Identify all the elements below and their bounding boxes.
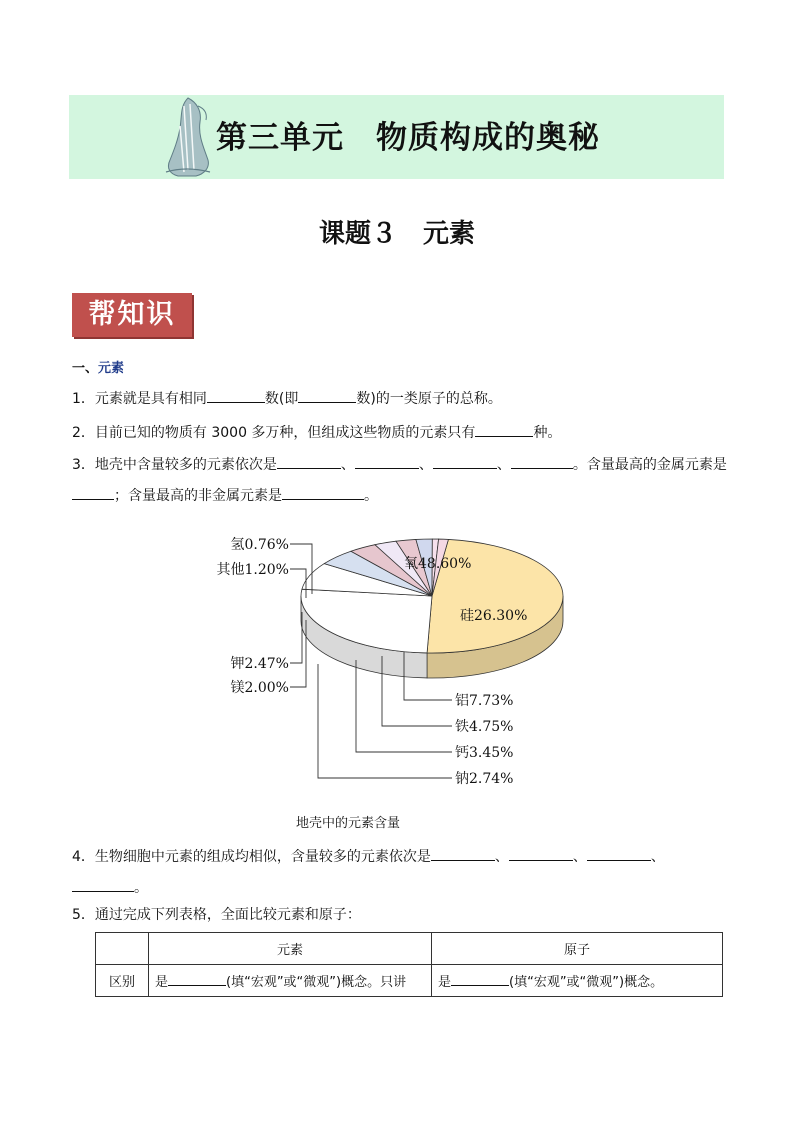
table-row (96, 965, 723, 997)
question-4-cont (72, 876, 148, 898)
pie-label-calcium: 钙3.45% (455, 745, 514, 761)
q3-text-b: 。含量最高的金属元素是 (572, 457, 727, 473)
cell-text: (填“宏观”或“微观”)概念。只讲 (226, 975, 407, 990)
blank[interactable] (509, 845, 573, 861)
leader-line-potassium (290, 612, 302, 663)
pie-label-aluminium: 铝7.73% (455, 693, 514, 709)
cell-text: (填“宏观”或“微观”)概念。 (509, 975, 664, 990)
q1-text-b: 数(即 (264, 391, 299, 407)
blank[interactable] (451, 972, 509, 986)
pie-label-magnesium: 镁2.00% (230, 680, 289, 696)
section-heading-prefix: 一、 (72, 361, 99, 376)
separator: 、 (418, 457, 433, 473)
q4-text-end: 。 (134, 880, 148, 896)
chart-caption: 地壳中的元素含量 (296, 816, 401, 831)
table-row-label: 区别 (96, 965, 149, 997)
q3-text-c: ；含量最高的非金属元素是 (114, 488, 282, 504)
pie-label-oxygen: 氧48.60% (404, 556, 472, 572)
q1-text-a: 1．元素就是具有相同 (72, 391, 207, 407)
blank[interactable] (431, 845, 495, 861)
cell-text: 是 (155, 975, 169, 990)
table-row (96, 933, 723, 965)
comparison-table (95, 932, 723, 997)
q4-text-a: 4．生物细胞中元素的组成均相似，含量较多的元素依次是 (72, 849, 431, 865)
q2-text-b: 种。 (533, 425, 562, 441)
q3-text-d: 。 (364, 488, 378, 504)
question-4 (72, 845, 665, 867)
separator: 、 (494, 849, 509, 865)
table-header-atom: 原子 (432, 933, 723, 965)
section-tag-label: 帮知识 (88, 299, 176, 330)
pie-label-potassium: 钾2.47% (230, 656, 289, 672)
q3-text-a: 3．地壳中含量较多的元素依次是 (72, 457, 277, 473)
leader-line-sodium (318, 664, 452, 778)
table-cell (96, 933, 149, 965)
section-heading-highlight: 元素 (98, 361, 125, 376)
question-5: 5．通过完成下列表格，全面比较元素和原子： (72, 907, 361, 923)
pie-label-hydrogen: 氢0.76% (230, 537, 289, 553)
blank[interactable] (587, 845, 651, 861)
cell-text: 是 (438, 975, 452, 990)
table-cell (149, 965, 432, 997)
separator: 、 (572, 849, 587, 865)
pie-label-iron: 铁4.75% (455, 719, 514, 735)
separator: 、 (496, 457, 511, 473)
blank[interactable] (168, 972, 226, 986)
table-header-element: 元素 (149, 933, 432, 965)
blank[interactable] (72, 876, 134, 892)
lesson-title: 课题３ 元素 (318, 219, 475, 249)
pie-label-sodium: 钠2.74% (455, 771, 514, 787)
separator: 、 (340, 457, 355, 473)
pie-label-silicon: 硅26.30% (460, 608, 528, 624)
table-cell (432, 965, 723, 997)
separator: 、 (650, 849, 665, 865)
unit-title: 第三单元 物质构成的奥秘 (216, 120, 600, 156)
pie-label-other: 其他1.20% (216, 562, 289, 578)
q1-text-c: 数)的一类原子的总称。 (356, 391, 502, 407)
q2-text-a: 2．目前已知的物质有 3000 多万种，但组成这些物质的元素只有 (72, 425, 476, 441)
